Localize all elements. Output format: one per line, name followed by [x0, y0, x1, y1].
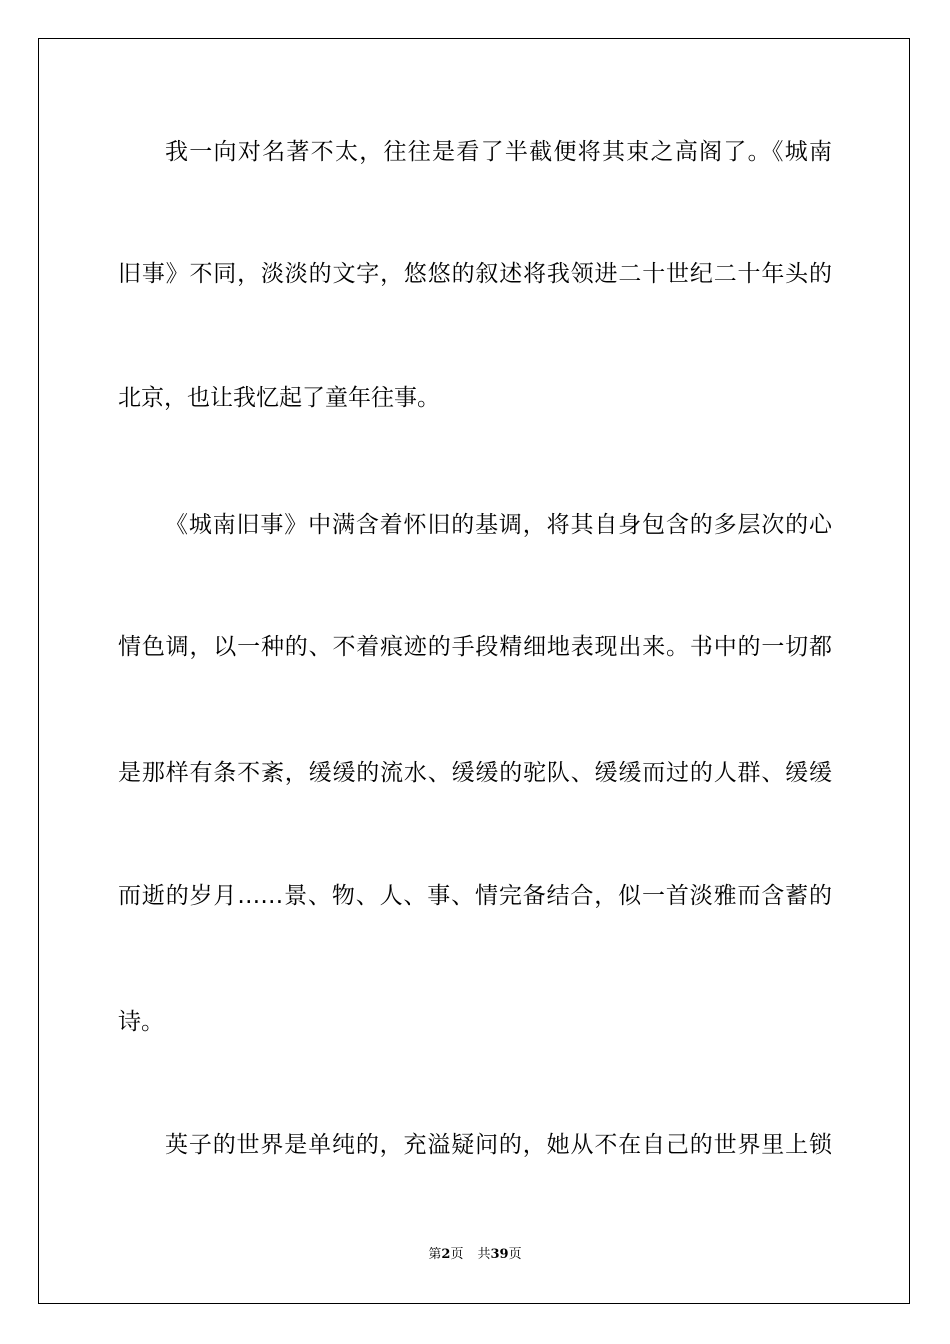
total-prefix: 共	[477, 1247, 491, 1262]
text-line-6: 是那样有条不紊，缓缓的流水、缓缓的驼队、缓缓而过的人群、缓缓	[118, 760, 832, 786]
page-footer	[0, 1245, 950, 1265]
text-line-9: 英子的世界是单纯的，充溢疑问的，她从不在自己的世界里上锁	[165, 1132, 832, 1158]
text-line-7: 而逝的岁月……景、物、人、事、情完备结合，似一首淡雅而含蓄的	[118, 883, 832, 909]
text-line-8: 诗。	[118, 1009, 164, 1035]
page-border	[38, 38, 910, 1304]
text-line-1: 我一向对名著不太，往往是看了半截便将其束之高阁了。《城南	[165, 139, 832, 165]
text-line-3: 北京，也让我忆起了童年往事。	[118, 385, 440, 411]
total-suffix: 页	[508, 1247, 522, 1262]
page-prefix: 第	[428, 1247, 442, 1262]
text-line-4: 《城南旧事》中满含着怀旧的基调，将其自身包含的多层次的心	[165, 512, 832, 538]
page-suffix: 页	[450, 1247, 464, 1262]
text-line-2: 旧事》不同，淡淡的文字，悠悠的叙述将我领进二十世纪二十年头的	[118, 261, 832, 287]
total-pages: 39	[490, 1247, 509, 1262]
page-number: 2	[441, 1247, 451, 1262]
text-line-5: 情色调，以一种的、不着痕迹的手段精细地表现出来。书中的一切都	[118, 634, 832, 660]
